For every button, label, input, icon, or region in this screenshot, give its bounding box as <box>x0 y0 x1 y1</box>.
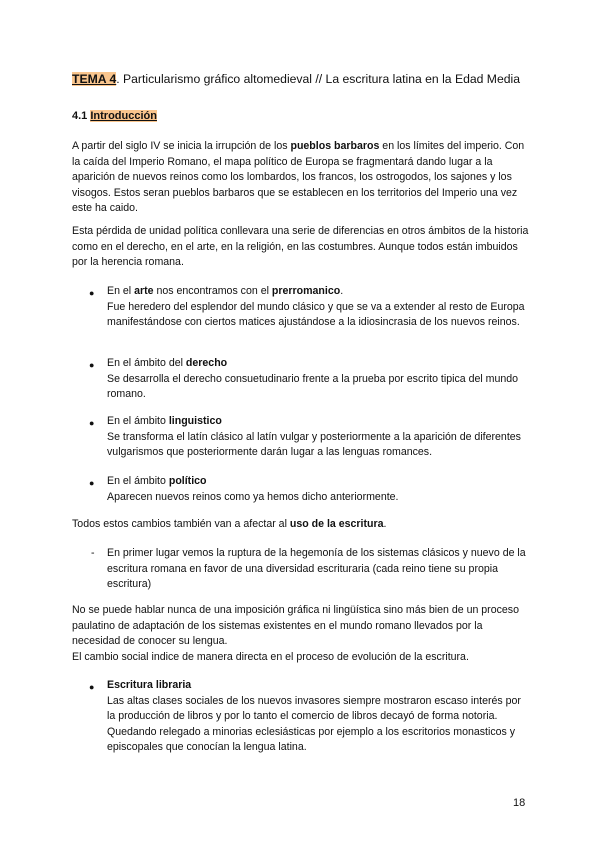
bullet-bold: derecho <box>185 357 228 369</box>
bullet-body: Aparecen nuevos reinos como ya hemos dicho anteriormente. <box>107 490 399 503</box>
bullet-text: . <box>340 285 344 297</box>
section-number: 4.1 <box>72 110 91 122</box>
bullet-text: En el <box>107 285 135 297</box>
bullet-text: En el ámbito <box>107 415 169 427</box>
bullet-marker: ● <box>89 682 95 692</box>
bullet-item-derecho <box>107 356 527 403</box>
libraria-heading: Escritura libraria <box>107 679 192 691</box>
bullet-body: Se desarrolla el derecho consuetudinario frente a la prueba por escrito tipica del mundo romano. <box>107 372 519 401</box>
bullet-item-libraria <box>107 678 527 756</box>
bullet-body: Fue heredero del esplendor del mundo clásico y que se va a extender al resto de Europa manifestándose con ciertos matices ajustándose a la idiosincrasia de los nuevos reinos. <box>107 300 525 329</box>
bullet-marker: ● <box>89 360 95 370</box>
graphic-paragraph: No se puede hablar nunca de una imposición gráfica ni lingüística sino más bien de un proceso paulatino de adaptación de los sistemas existentes en el mundo romano llevados por la necesidad de conocer su lengua. <box>72 604 519 648</box>
section-title: Introducción <box>90 110 157 122</box>
intro-paragraph <box>72 139 532 217</box>
page-title <box>72 72 520 86</box>
bullet-text: nos encontramos con el <box>153 285 272 297</box>
changes-text-end: . <box>383 518 387 530</box>
dash-marker: - <box>91 547 95 559</box>
dash-item: En primer lugar vemos la ruptura de la hegemonía de los sistemas clásicos y nuevo de la escritura romana en favor de una diversidad escrituraria (cada reino tiene su propia escritura) <box>107 547 526 591</box>
bullet-item-linguistico <box>107 414 527 461</box>
changes-text: Todos estos cambios también van a afectar al <box>72 518 290 530</box>
bullet-bold: arte <box>134 285 154 297</box>
intro-bold: pueblos barbaros <box>290 140 380 152</box>
changes-paragraph <box>72 517 532 533</box>
libraria-body: Las altas clases sociales de los nuevos invasores siempre mostraron escaso interés por la producción de libros y por lo tanto el comercio de libros decayó de forma notoria. Quedando relegado a minorias eclesiásticas por ejemplo a los escritorios monasticos y episcopales que conocían la lengua latina. <box>107 694 521 754</box>
bullet-marker: ● <box>89 478 95 488</box>
unity-paragraph: Esta pérdida de unidad política conllevara una serie de diferencias en otros ámbitos de la historia como en el derecho, en el arte, en la religión, en las costumbres. Aunque todos están imbuidos por la herencia romana. <box>72 225 529 269</box>
title-label: TEMA 4 <box>72 72 117 86</box>
bullet-item-politico <box>107 474 527 505</box>
social-paragraph: El cambio social indice de manera directa en el proceso de evolución de la escritura. <box>72 651 469 663</box>
intro-text-end: en los límites del imperio. Con la caída del Imperio Romano, el mapa político de Europa se fragmentará dando lugar a la aparición de nuevos reinos como los lombardos, los francos, los ostrogodos, los sajones y los visogos. Estos seran pueblos barbaros que se establecen en los territorios del Imperio una vez este ha caido. <box>72 140 525 215</box>
bullet-bold: prerromanico <box>271 285 341 297</box>
bullet-body: Se transforma el latín clásico al latín vulgar y posteriormente a la aparición de diferentes vulgarismos que posteriormente darán lugar a las lenguas romances. <box>107 430 521 459</box>
bullet-bold: linguistico <box>168 415 222 427</box>
changes-bold: uso de la escritura <box>289 518 384 530</box>
page-number: 18 <box>513 797 526 809</box>
bullet-marker: ● <box>89 288 95 298</box>
bullet-bold: político <box>168 475 207 487</box>
bullet-text: En el ámbito <box>107 475 169 487</box>
section-heading <box>72 110 157 122</box>
title-text: . Particularismo gráfico altomedieval // La escritura latina en la Edad Media <box>116 72 520 86</box>
bullet-text: En el ámbito del <box>107 357 186 369</box>
bullet-item-arte <box>107 284 527 331</box>
intro-text-start: A partir del siglo IV se inicia la irrupción de los <box>72 140 291 152</box>
bullet-marker: ● <box>89 418 95 428</box>
